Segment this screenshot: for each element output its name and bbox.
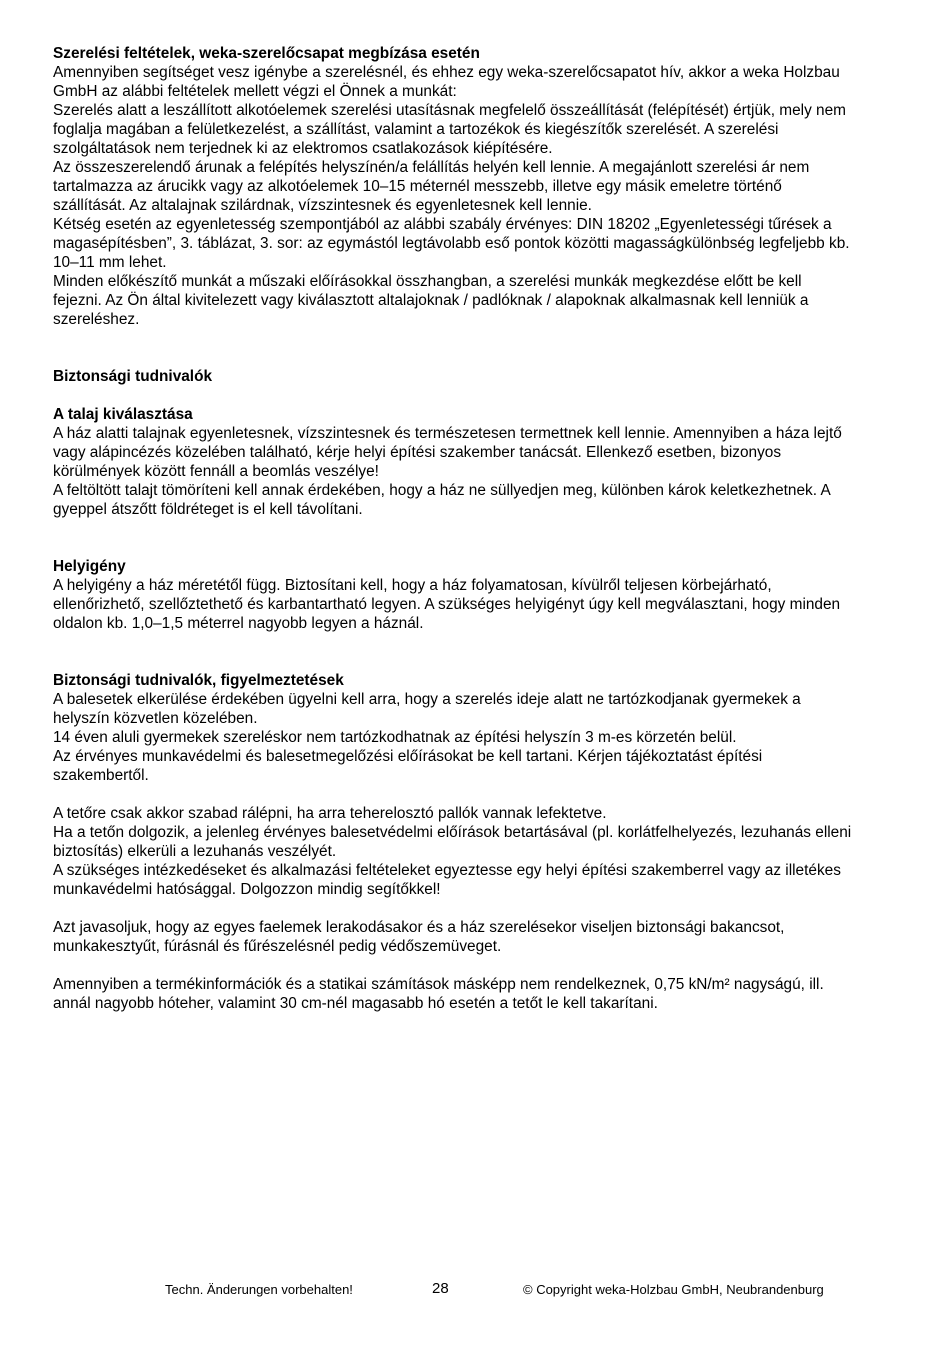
paragraph: A feltöltött talajt tömöríteni kell annak érdekében, hogy a ház ne süllyedjen meg, különben károk keletkezhetnek. A gyeppel átszőtt földréteget is el kell távolítani. [53,482,830,518]
paragraph: Kétség esetén az egyenletesség szempontjából az alábbi szabály érvényes: DIN 18202 „Egyenletességi tűrések a magasépítésben”, 3. táblázat, 3. sor: az egymástól legtávolabb eső pontok közötti magasságkülönbség legfeljebb kb. 10–11 mm lehet. [53,216,850,271]
paragraph: Minden előkészítő munkát a műszaki előírásokkal összhangban, a szerelési munkák megkezdése előtt be kell fejezni. Az Ön által kivitelezett vagy kiválasztott altalajoknak / padlóknak / alapoknak alkalmasnak kell lenniük a szereléshez. [53,273,809,328]
paragraph: A tetőre csak akkor szabad rálépni, ha arra teherelosztó pallók vannak lefektetve. [53,805,607,822]
paragraph: Az összeszerelendő árunak a felépítés helyszínén/a felállítás helyén kell lennie. A megajánlott szerelési ár nem tartalmazza az árucikk vagy az alkotóelemek 10–15 méternél messzebb, illetve egy másik emeletre történő szállítását. Az altalajnak szilárdnak, vízszintesnek és egyenletesnek kell lennie. [53,159,810,214]
page-footer [0,1280,950,1300]
paragraph: Azt javasoljuk, hogy az egyes faelemek lerakodásakor és a ház szerelésekor viseljen biztonsági bakancsot, munkakesztyűt, fúrásnál és fűrészelésnél pedig védőszemüveget. [53,919,785,955]
footer-copyright: © Copyright weka-Holzbau GmbH, Neubrandenburg [523,1282,824,1297]
paragraph: A ház alatti talajnak egyenletesnek, vízszintesnek és természetesen termettnek kell lennie. Amennyiben a háza lejtő vagy alápincézés közelében található, kérje helyi építési szakember tanácsát. Ellenkező esetben, bizonyos körülmények között fennáll a beomlás veszélye! [53,425,842,480]
paragraph: 14 éven aluli gyermekek szereléskor nem tartózkodhatnak az építési helyszín 3 m-es körzetén belül. [53,729,737,746]
section-title-assembly: Szerelési feltételek, weka-szerelőcsapat megbízása esetén [53,45,480,62]
section-title-ground: A talaj kiválasztása [53,406,193,423]
paragraph: A balesetek elkerülése érdekében ügyelni kell arra, hogy a szerelés ideje alatt ne tartózkodjanak gyermekek a helyszín közvetlen közelében. [53,691,801,727]
paragraph: Az érvényes munkavédelmi és balesetmegelőzési előírásokat be kell tartani. Kérjen tájékoztatást építési szakembertől. [53,748,763,784]
section-title-warnings: Biztonsági tudnivalók, figyelmeztetések [53,672,344,689]
document-body [53,44,853,1013]
page-number: 28 [432,1280,449,1297]
paragraph: A szükséges intézkedéseket és alkalmazási feltételeket egyeztesse egy helyi építési szakemberrel vagy az illetékes munkavédelmi hatósággal. Dolgozzon mindig segítőkkel! [53,862,841,898]
paragraph: Amennyiben a termékinformációk és a statikai számítások másképp nem rendelkeznek, 0,75 kN/m² nagyságú, ill. annál nagyobb hóteher, valamint 30 cm-nél magasabb hó esetén a tetőt le kell takarítani. [53,976,824,1012]
paragraph: Amennyiben segítséget vesz igénybe a szerelésnél, és ehhez egy weka-szerelőcsapatot hív, akkor a weka Holzbau GmbH az alábbi feltételek mellett végzi el Önnek a munkát: [53,64,840,100]
paragraph: A helyigény a ház méretétől függ. Biztosítani kell, hogy a ház folyamatosan, kívülről teljesen körbejárható, ellenőrizhető, szellőztethető és karbantartható legyen. A szükséges helyigényt úgy kell megválasztani, hogy minden oldalon kb. 1,0–1,5 méterrel nagyobb legyen a háznál. [53,577,841,632]
section-title-safety: Biztonsági tudnivalók [53,368,213,385]
paragraph: Ha a tetőn dolgozik, a jelenleg érvényes balesetvédelmi előírások betartásával (pl. korlátfelhelyezés, lezuhanás elleni biztosítás) elkerüli a lezuhanás veszélyét. [53,824,852,860]
footer-disclaimer: Techn. Änderungen vorbehalten! [165,1282,353,1297]
section-title-space: Helyigény [53,558,126,575]
paragraph: Szerelés alatt a leszállított alkotóelemek szerelési utasításnak megfelelő összeállítását (felépítését) értjük, mely nem foglalja magában a felületkezelést, a szállítást, valamint a tartozékok és kiegészítők szerelését. A szerelési szolgáltatások nem terjednek ki az elektromos csatlakozások kiépítésére. [53,102,846,157]
